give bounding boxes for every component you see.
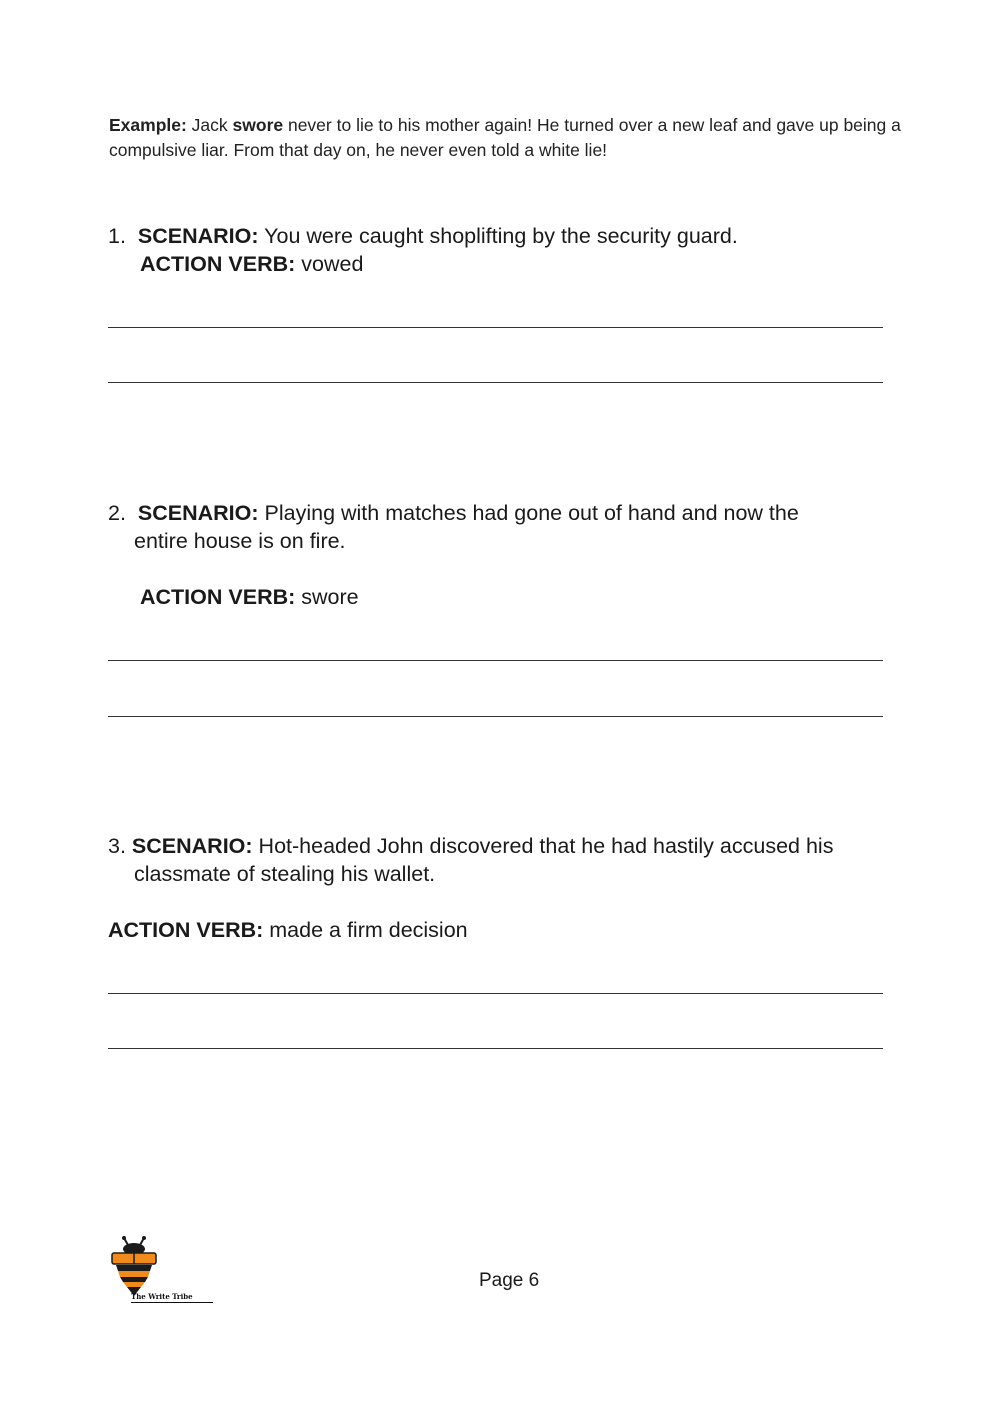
question-2-scenario-cont: entire house is on fire. [134,529,346,553]
example-bold-word: swore [232,115,284,135]
question-3-scenario [108,832,833,860]
question-3-number: 3. [108,834,126,858]
question-3-scenario-cont: classmate of stealing his wallet. [134,862,436,886]
question-2-verb-label: ACTION VERB: [140,585,296,609]
question-1-verb-label: ACTION VERB: [140,252,296,276]
question-2-scenario [108,499,799,527]
question-1-scenario-text: You were caught shoplifting by the security guard. [258,224,738,248]
question-2-scenario-text-1: Playing with matches had gone out of hand and now the [258,501,799,525]
example-text-1: Jack [186,115,233,135]
question-2-verb [140,583,359,611]
question-1-verb [140,250,363,278]
logo-underline [131,1302,213,1303]
question-2-scenario-label: SCENARIO: [137,501,259,525]
question-1-scenario-label: SCENARIO: [137,224,259,248]
page-number: Page 6 [479,1270,540,1291]
logo-text: The Write Tribe [131,1292,193,1301]
answer-line-3a[interactable] [108,993,883,994]
question-3-verb [108,916,468,944]
question-3-verb-value: made a firm decision [263,918,468,942]
question-3-scenario-label: SCENARIO: [131,834,253,858]
question-3-scenario-text-1: Hot-headed John discovered that he had hastily accused his [252,834,834,858]
question-1-number: 1. [108,224,126,248]
answer-line-1a[interactable] [108,327,883,328]
question-3-verb-label: ACTION VERB: [108,918,264,942]
answer-line-1b[interactable] [108,382,883,383]
bee-icon [110,1236,170,1298]
question-1-scenario [108,222,738,250]
write-tribe-logo [110,1236,220,1308]
answer-line-2a[interactable] [108,660,883,661]
question-2-verb-value: swore [295,585,359,609]
example-text-2: never to lie to his mother again! He turned over a new leaf and gave up being a compulsive liar. From that day on, he never even told a white lie! [109,115,901,160]
example-label: Example: [109,115,187,135]
question-1-verb-value: vowed [295,252,364,276]
example-paragraph [109,113,909,163]
answer-line-3b[interactable] [108,1048,883,1049]
question-2-number: 2. [108,501,126,525]
answer-line-2b[interactable] [108,716,883,717]
